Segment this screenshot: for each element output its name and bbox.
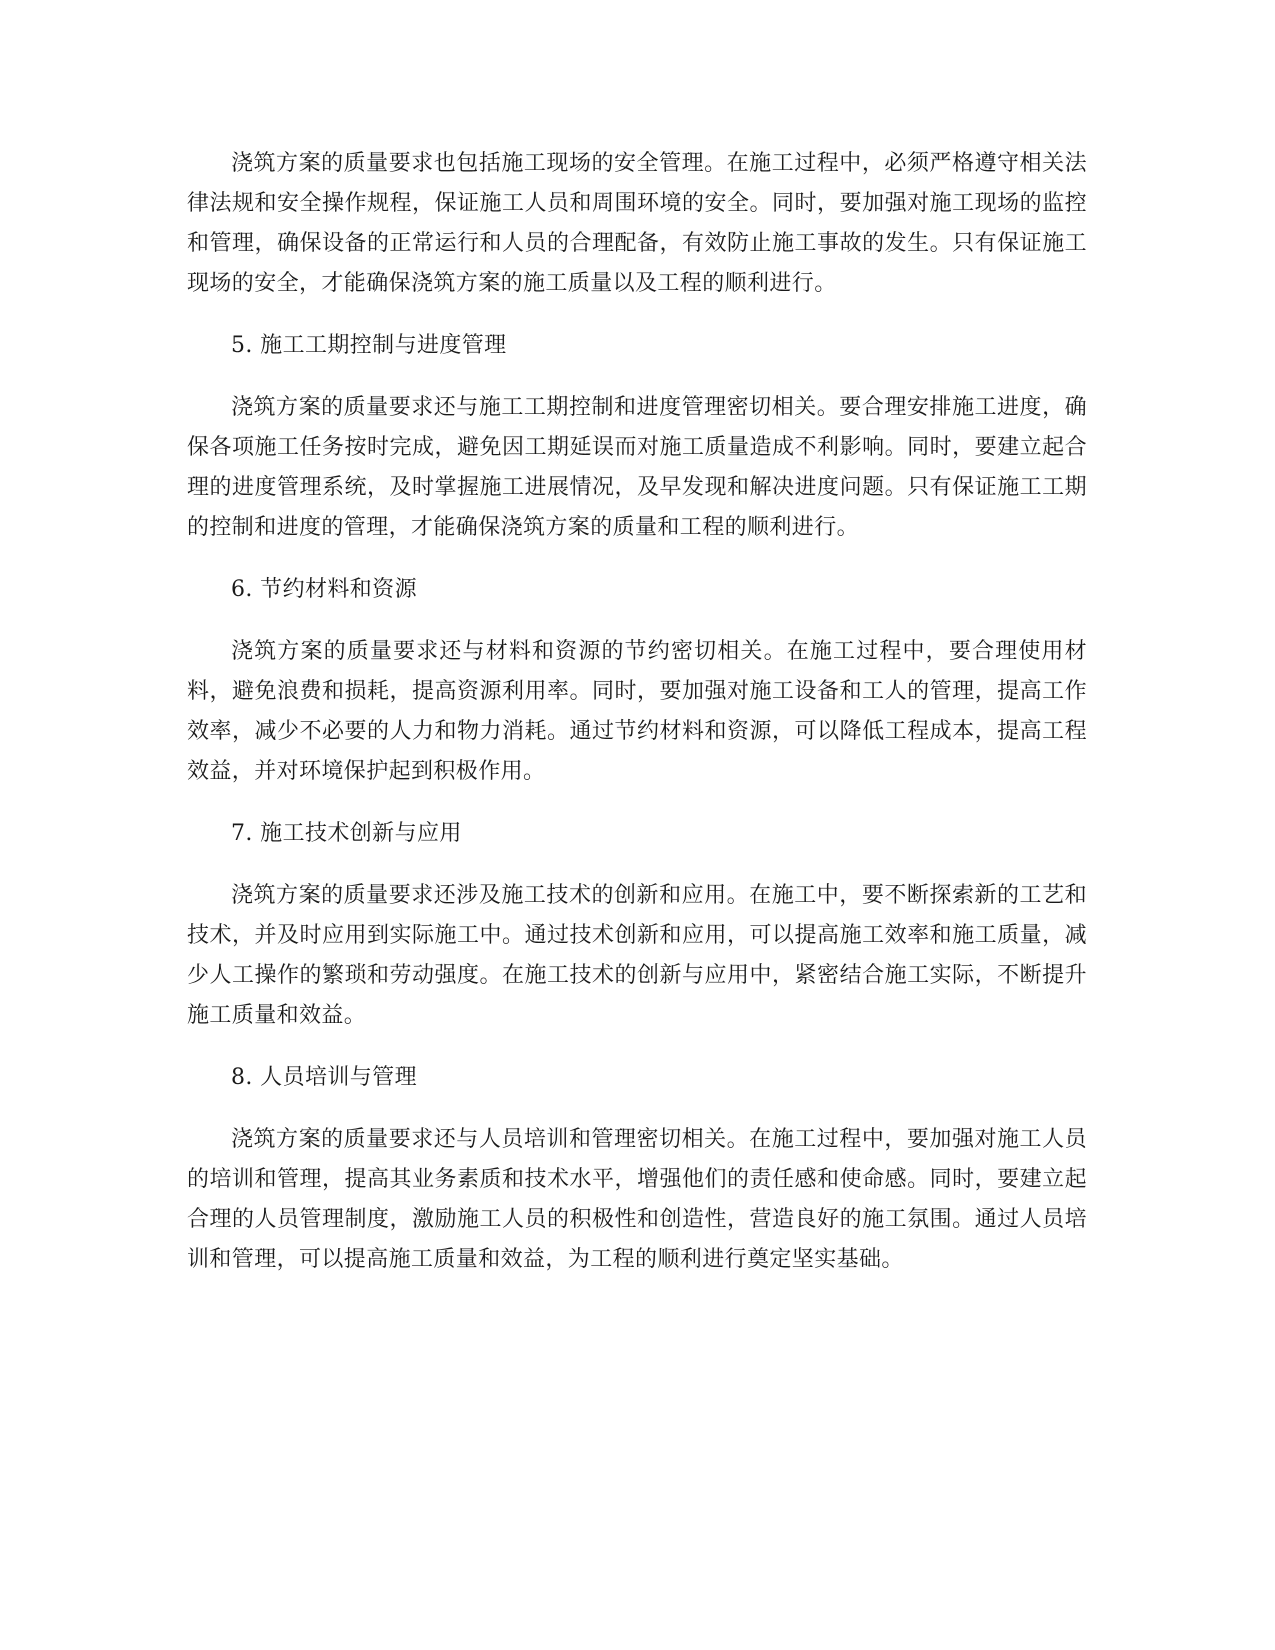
section-heading-6: 6. 节约材料和资源 (231, 577, 417, 602)
section-heading-5: 5. 施工工期控制与进度管理 (231, 333, 507, 358)
section-heading-8: 8. 人员培训与管理 (231, 1065, 417, 1090)
section-heading-7: 7. 施工技术创新与应用 (231, 821, 462, 846)
document-body (187, 144, 1087, 1302)
paragraph-site-safety: 浇筑方案的质量要求也包括施工现场的安全管理。在施工过程中，必须严格遵守相关法律法规和安全操作规程，保证施工人员和周围环境的安全。同时，要加强对施工现场的监控和管理，确保设备的正常运行和人员的合理配备，有效防止施工事故的发生。只有保证施工现场的安全，才能确保浇筑方案的施工质量以及工程的顺利进行。 (187, 151, 1087, 296)
paragraph-tech-innovation: 浇筑方案的质量要求还涉及施工技术的创新和应用。在施工中，要不断探索新的工艺和技术，并及时应用到实际施工中。通过技术创新和应用，可以提高施工效率和施工质量，减少人工操作的繁琐和劳动强度。在施工技术的创新与应用中，紧密结合施工实际，不断提升施工质量和效益。 (187, 883, 1087, 1028)
paragraph-staff-training: 浇筑方案的质量要求还与人员培训和管理密切相关。在施工过程中，要加强对施工人员的培训和管理，提高其业务素质和技术水平，增强他们的责任感和使命感。同时，要建立起合理的人员管理制度，激励施工人员的积极性和创造性，营造良好的施工氛围。通过人员培训和管理，可以提高施工质量和效益，为工程的顺利进行奠定坚实基础。 (187, 1127, 1087, 1272)
paragraph-schedule-control: 浇筑方案的质量要求还与施工工期控制和进度管理密切相关。要合理安排施工进度，确保各项施工任务按时完成，避免因工期延误而对施工质量造成不利影响。同时，要建立起合理的进度管理系统，及时掌握施工进展情况，及早发现和解决进度问题。只有保证施工工期的控制和进度的管理，才能确保浇筑方案的质量和工程的顺利进行。 (187, 395, 1087, 540)
paragraph-resource-saving: 浇筑方案的质量要求还与材料和资源的节约密切相关。在施工过程中，要合理使用材料，避免浪费和损耗，提高资源利用率。同时，要加强对施工设备和工人的管理，提高工作效率，减少不必要的人力和物力消耗。通过节约材料和资源，可以降低工程成本，提高工程效益，并对环境保护起到积极作用。 (187, 639, 1087, 784)
